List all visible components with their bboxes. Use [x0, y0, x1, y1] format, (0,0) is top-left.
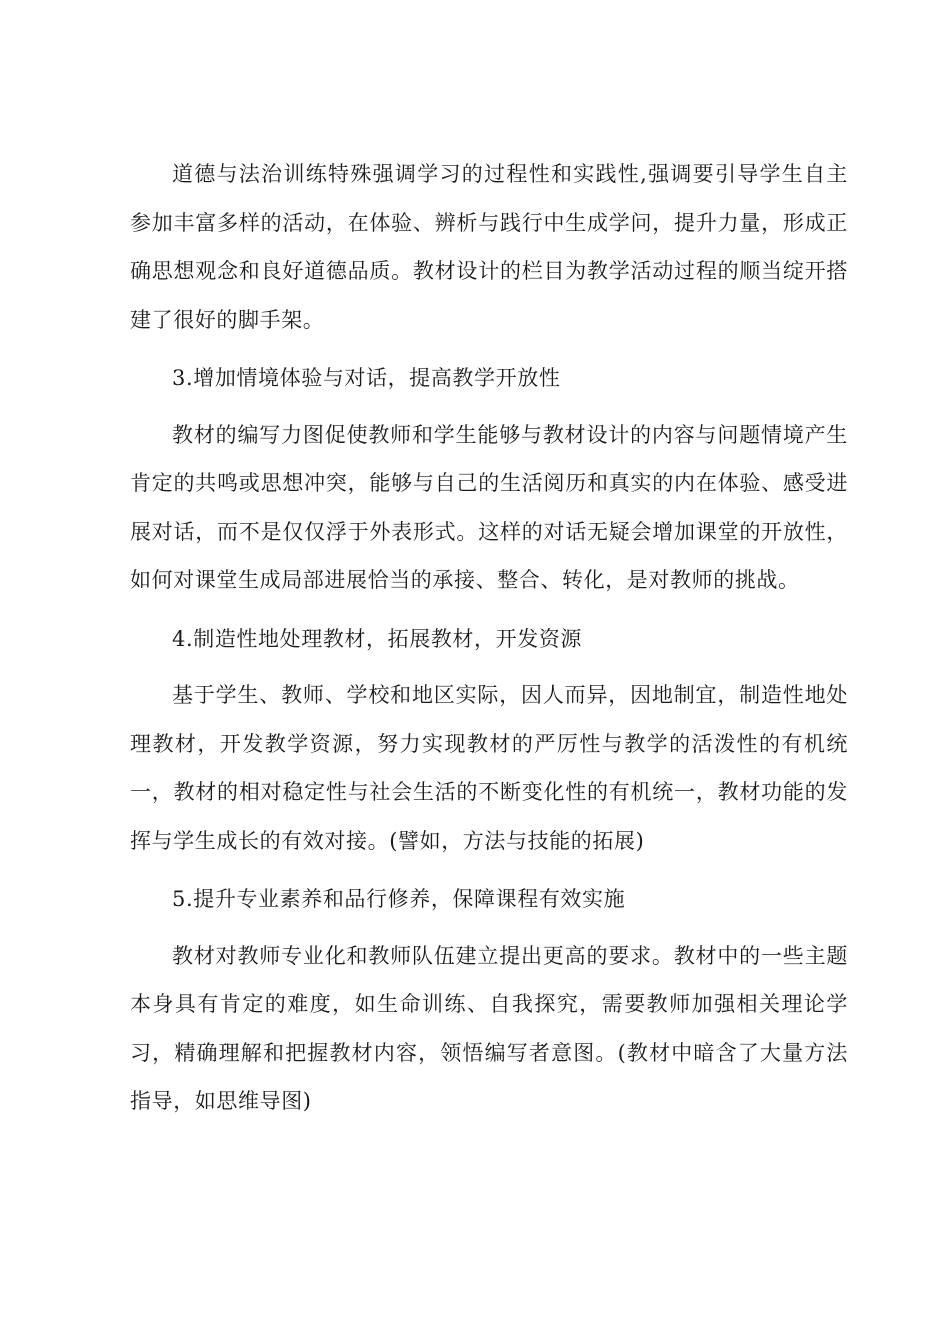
section-heading-3: 3.增加情境体验与对话，提高教学开放性 — [172, 366, 561, 390]
paragraph-dialogue: 教材的编写力图促使教师和学生能够与教材设计的内容与问题情境产生肯定的共鸣或思想冲突，能够与自己的生活阅历和真实的内在体验、感受进展对话，而不是仅仅浮于外表形式。这样的对话无疑会增加课堂的开放性，如何对课堂生成局部进展恰当的承接、整合、转化，是对教师的挑战。 — [130, 422, 848, 592]
paragraph-resources: 基于学生、教师、学校和地区实际，因人而异，因地制宜，制造性地处理教材，开发教学资源，努力实现教材的严厉性与教学的活泼性的有机统一，教材的相对稳定性与社会生活的不断变化性的有机统一，教材功能的发挥与学生成长的有效对接。(譬如，方法与技能的拓展) — [130, 683, 848, 853]
paragraph-practice: 道德与法治训练特殊强调学习的过程性和实践性,强调要引导学生自主参加丰富多样的活动，在体验、辨析与践行中生成学问，提升力量，形成正确思想观念和良好道德品质。教材设计的栏目为教学活动过程的顺当绽开搭建了很好的脚手架。 — [130, 162, 848, 332]
document-body — [130, 150, 848, 1136]
section-heading-4: 4.制造性地处理教材，拓展教材，开发资源 — [172, 626, 583, 651]
section-heading-5: 5.提升专业素养和品行修养，保障课程有效实施 — [172, 887, 626, 911]
paragraph-teacher-requirements: 教材对教师专业化和教师队伍建立提出更高的要求。教材中的一些主题本身具有肯定的难度，如生命训练、自我探究，需要教师加强相关理论学习，精确理解和把握教材内容，领悟编写者意图。(教材中暗含了大量方法指导，如思维导图) — [130, 943, 848, 1113]
